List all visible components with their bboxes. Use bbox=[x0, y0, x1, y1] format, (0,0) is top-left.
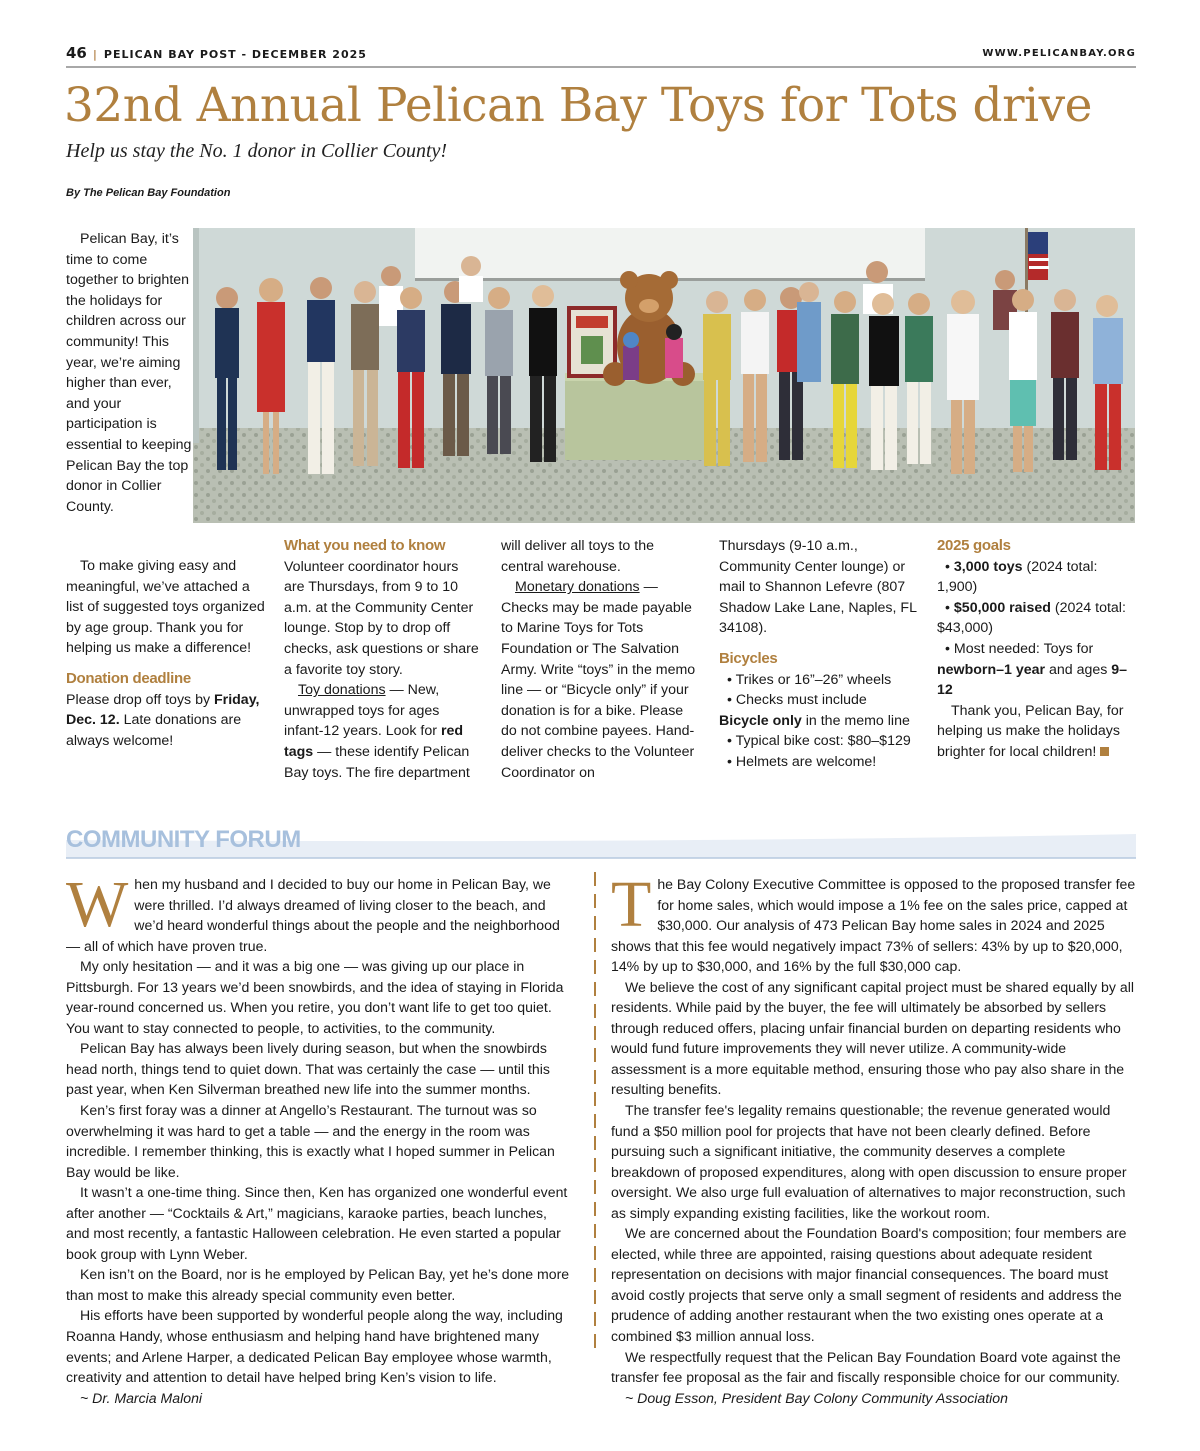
letter-right-p1-text: he Bay Colony Executive Committee is opposed to the proposed transfer fee for home sales, which would impose a 1% fee on the sales price, capped at $30,000. Our analysis of 473 Pelican Bay home sales in 2024 and 2025 shows that this fee would negatively impact 73% of sellers: 43% by up to $20,000, 14% by up to $30,000, and 16% by the full $30,000 cap. bbox=[611, 876, 1136, 975]
goal-2-bold: $50,000 raised bbox=[953, 599, 1051, 616]
forum-letter-right bbox=[611, 868, 1137, 1408]
article-byline: By The Pelican Bay Foundation bbox=[66, 187, 231, 199]
forum-title: COMMUNITY FORUM bbox=[66, 826, 301, 853]
goals-heading: 2025 goals bbox=[937, 537, 1011, 554]
bike-item-2 bbox=[719, 690, 919, 731]
giving-paragraph: To make giving easy and meaningful, we’ve attached a list of suggested toys organized by age group. Thank you for helping us make a difference! bbox=[66, 558, 265, 657]
column-divider bbox=[594, 872, 596, 1352]
mail-address-text: Thursdays (9-10 a.m., Community Center lounge) or mail to Shannon Lefevre (807 Shadow Lake Lane, Naples, FL 34108). bbox=[719, 538, 917, 637]
warehouse-text: will deliver all toys to the central warehouse. bbox=[501, 538, 654, 575]
goal-3-b: newborn–1 year bbox=[937, 661, 1046, 678]
deadline-text-c: Late donations are always welcome! bbox=[66, 712, 242, 749]
letter-left-p1 bbox=[66, 868, 570, 956]
goal-item-3 bbox=[937, 639, 1135, 701]
header-left bbox=[66, 44, 367, 62]
website-link[interactable]: WWW.PELICANBAY.ORG bbox=[982, 48, 1136, 59]
goal-1-bold: 3,000 toys bbox=[953, 558, 1023, 575]
red-tags: red tags bbox=[284, 723, 464, 760]
letter-left-p4: Ken’s first foray was a dinner at Angello’s Restaurant. The turnout was so overwhelming it was hard to get a table — and the energy in the room was incredible. I remember thinking, this is exactly what I hoped summer in Pelican Bay would be like. bbox=[66, 1102, 555, 1180]
page-number: 46 bbox=[66, 44, 87, 62]
dropcap-t: T bbox=[611, 868, 652, 941]
monetary-donations-label: Monetary donations bbox=[515, 579, 640, 596]
goal-item-1 bbox=[937, 557, 1135, 598]
article-column-2 bbox=[284, 536, 482, 783]
closing-text bbox=[937, 701, 1135, 763]
letter-right-p3: The transfer fee's legality remains questionable; the revenue generated would fund a $50 million pool for projects that have not been clearly defined. Before pursuing such a significant initiative, the community deserves a complete breakdown of proposed expenditures, along with open discussion to ensure proper oversight. We also urge full evaluation of alternatives to major reconstruction, such as simply expanding existing facilities, like the workout room. bbox=[611, 1102, 1127, 1221]
intro-paragraph: Pelican Bay, it’s time to come together to brighten the holidays for children across our community! This year, we’re aiming higher than ever, and your participation is essential to keeping Pelican Bay the top donor in Collier County. bbox=[66, 231, 192, 515]
letter-right-signature: ~ Doug Esson, President Bay Colony Community Association bbox=[625, 1389, 1008, 1406]
bike-item-2a: • Checks must include bbox=[727, 692, 867, 709]
toy-donations-c: — these identify Pelican Bay toys. The fire department bbox=[284, 743, 470, 781]
article-column-1 bbox=[66, 229, 193, 517]
goal-2-text: (2024 total: $43,000) bbox=[937, 599, 1126, 637]
goal-item-2 bbox=[937, 598, 1135, 639]
deadline-date: Friday, Dec. 12. bbox=[66, 691, 260, 729]
header-rule bbox=[66, 66, 1136, 68]
goal-1-text: (2024 total: 1,900) bbox=[937, 558, 1098, 596]
dropcap-w: W bbox=[66, 868, 129, 941]
toy-donations-label: Toy donations bbox=[298, 682, 386, 699]
letter-right-p4: We are concerned about the Foundation Board's composition; four members are elected, while three are appointed, raising questions about adequate resident representation on decisions with major financial consequences. The board must avoid costly projects that serve only a small segment of residents and address the prudence of adding another restaurant when the two existing ones operate at a combined $3 million annual loss. bbox=[611, 1225, 1127, 1345]
page-header bbox=[66, 44, 1136, 66]
deadline-text-a: Please drop off toys by bbox=[66, 691, 215, 708]
article-subtitle: Help us stay the No. 1 donor in Collier County! bbox=[66, 140, 448, 162]
letter-left-p7: His efforts have been supported by wonderful people along the way, including Roanna Handy, whose enthusiasm and helping hand have brightened many events; and Arlene Harper, a dedicated Pelican Bay employee whose warmth, creativity and attention to detail have helped bring Ken’s vision to life. bbox=[66, 1307, 563, 1386]
article-column-5 bbox=[937, 536, 1135, 763]
goal-3-c: and ages bbox=[1045, 661, 1112, 678]
letter-left-p6: Ken isn’t on the Board, nor is he employed by Pelican Bay, yet he’s done more than most to make this already special community even better. bbox=[66, 1266, 570, 1303]
goal-3-a: • Most needed: Toys for bbox=[945, 640, 1094, 657]
letter-left-p1-text: hen my husband and I decided to buy our home in Pelican Bay, we were thrilled. I’d always dreamed of living closer to the beach, and we’d heard wonderful things about the people and the neighborhood — all of which have proven true. bbox=[66, 876, 560, 954]
goal-2-bullet: • bbox=[945, 599, 954, 616]
bike-item-3: • Typical bike cost: $80–$129 bbox=[727, 733, 911, 750]
header-separator: | bbox=[92, 48, 98, 61]
bike-item-2c: in the memo line bbox=[801, 712, 910, 729]
letter-right-p1 bbox=[611, 868, 1137, 977]
article-column-3 bbox=[501, 536, 699, 783]
bike-item-4: • Helmets are welcome! bbox=[727, 753, 877, 770]
publication-name: PELICAN BAY POST - DECEMBER 2025 bbox=[103, 48, 367, 61]
letter-left-p2: My only hesitation — and it was a big one — was giving up our place in Pittsburgh. For 13 years we’d been snowbirds, and the idea of staying in Florida year-round concerned us. When you retire, you don’t want life to get too quiet. You want to stay connected to people, to activities, to the community. bbox=[66, 958, 564, 1036]
bike-item-1: • Trikes or 16”–26” wheels bbox=[727, 671, 892, 688]
forum-letter-left bbox=[66, 868, 570, 1408]
article-title: 32nd Annual Pelican Bay Toys for Tots drive bbox=[64, 78, 1092, 133]
donation-deadline-heading: Donation deadline bbox=[66, 669, 191, 687]
closing-sentence: Thank you, Pelican Bay, for helping us make the holidays brighter for local children! bbox=[937, 702, 1124, 760]
donation-deadline-text bbox=[66, 690, 266, 752]
end-mark-icon bbox=[1100, 747, 1109, 756]
bicycles-heading: Bicycles bbox=[719, 649, 778, 667]
letter-left-p5: It wasn’t a one-time thing. Since then, Ken has organized one wonderful event after another — “Cocktails & Art,” magicians, karaoke parties, beach lunches, and most recently, a fantastic Halloween celebration. He even started a popular book group with Lynn Weber. bbox=[66, 1184, 568, 1262]
toy-donations-a: — New, unwrapped toys for ages infant-12 years. Look for bbox=[284, 682, 441, 740]
goal-3-d: 9–12 bbox=[937, 661, 1128, 699]
what-you-need-heading: What you need to know bbox=[284, 537, 446, 554]
group-photo bbox=[193, 228, 1135, 523]
group-photo-illustration bbox=[193, 228, 1135, 523]
coordinator-hours-text: Volunteer coordinator hours are Thursdays, from 9 to 10 a.m. at the Community Center lounge. Stop by to drop off checks, ask questions or share a favorite toy story. bbox=[284, 558, 479, 678]
letter-right-p5: We respectfully request that the Pelican Bay Foundation Board vote against the transfer fee proposal as the fair and fiscally responsible choice for our community. bbox=[611, 1348, 1121, 1386]
letter-left-signature: ~ Dr. Marcia Maloni bbox=[80, 1389, 203, 1406]
article-column-1-lower bbox=[66, 556, 266, 751]
toy-donations-text bbox=[284, 680, 482, 783]
goal-1-bullet: • bbox=[945, 558, 954, 575]
article-column-4 bbox=[719, 536, 919, 773]
letter-left-p3: Pelican Bay has always been lively during season, but when the snowbirds head north, things tend to quiet down. That was certainly the case — until this past year, when Ken Silverman breathed new life into the summer months. bbox=[66, 1040, 550, 1098]
monetary-donations-text bbox=[501, 577, 699, 783]
letter-right-p2: We believe the cost of any significant capital project must be shared equally by all residents. While paid by the buyer, the fee will ultimately be absorbed by sellers through reduced offers, placing unfair financial burden on departing residents who would fund future improvements they will never utilize. A community-wide assessment is a more equitable method, ensuring those who pay also share in the resulting benefits. bbox=[611, 978, 1134, 1098]
monetary-donations-body: — Checks may be made payable to Marine Toys for Tots Foundation or The Salvation Army. Write “toys” in the memo line — or “Bicycle only” if your donation is for a bike. Please do not combine payees. Hand-deliver checks to the Volunteer Coordinator on bbox=[501, 579, 696, 781]
bicycle-only: Bicycle only bbox=[719, 712, 802, 729]
